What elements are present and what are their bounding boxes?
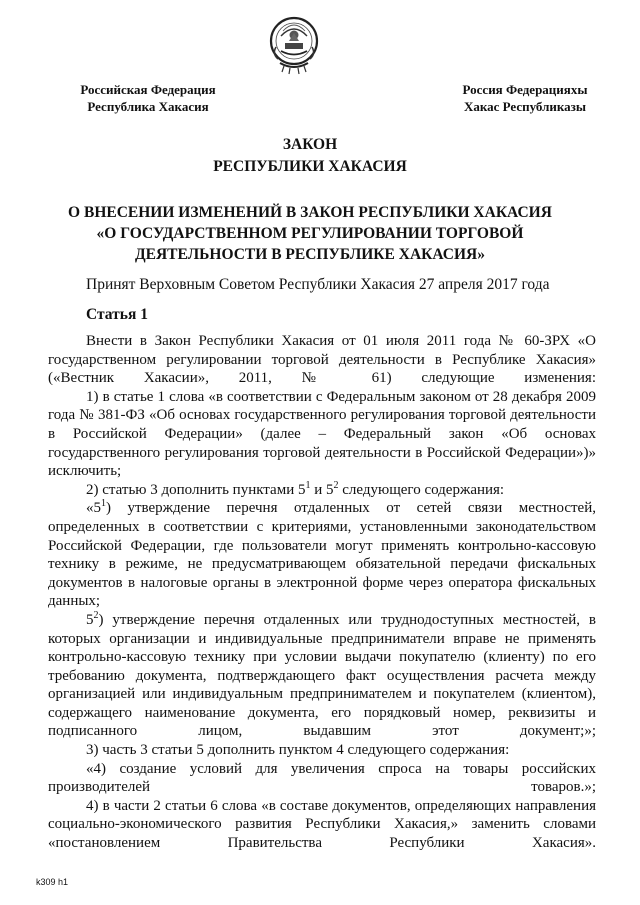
header-right-line-1: Россия Федерацияхы [462,82,588,97]
law-subject-line-3: ДЕЯТЕЛЬНОСТИ В РЕСПУБЛИКЕ ХАКАСИЯ» [134,246,486,263]
header-left-line-1: Российская Федерация [80,82,216,97]
law-title-line-1: ЗАКОН [282,136,338,153]
article-intro: Внести в Закон Республики Хакасия от 01 июля 2011 года № 60-ЗРХ «О государственном регулировании торговой деятельности в Республике Хакасия» («Вестник Хакасии», 2011, № 61) следующие изменения: [48,333,596,387]
law-title-line-2: РЕСПУБЛИКИ ХАКАСИЯ [213,158,407,175]
article-item-1: 1) в статье 1 слова «в соответствии с Федеральным законом от 28 декабря 2009 года № 381-ФЗ «Об основах государственного регулирования торговой деятельности в Российской Федерации» (далее – Федеральный закон «Об основах государственного регулирования торговой деятельности в Российской Федерации»)» исключить; [48,388,596,480]
item2-mid: и 5 [310,481,334,498]
article-item-2 [48,481,596,500]
law-subject-line-1: О ВНЕСЕНИИ ИЗМЕНЕНИЙ В ЗАКОН РЕСПУБЛИКИ ХАКАСИЯ [68,204,552,221]
law-title [0,134,620,178]
law-subject-line-2: «О ГОСУДАРСТВЕННОМ РЕГУЛИРОВАНИИ ТОРГОВОЙ [96,225,524,242]
item2-sup-1: 1 [305,479,311,491]
point-5-2-pre: 5 [86,611,94,628]
point-5-1-pre: «5 [86,500,101,517]
header-left-line-2: Республика Хакасия [87,99,209,114]
item2-post: следующего содержания: [338,481,505,498]
item2-pre: 2) статью 3 дополнить пунктами 5 [86,481,306,498]
article-item-3: 3) часть 3 статьи 5 дополнить пунктом 4 следующего содержания: [86,742,510,759]
point-5-1-sup: 1 [101,498,106,510]
item2-sup-2: 2 [333,479,339,491]
adoption-note: Принят Верховным Советом Республики Хакасия 27 апреля 2017 года [86,276,550,293]
point-5-2 [48,611,596,741]
header-right-line-2: Хакас Республиказы [463,99,587,114]
point-4-text: «4) создание условий для увеличения спроса на товары российских производителей товаров.»; [48,760,596,796]
coat-of-arms-emblem [268,14,320,76]
header-left-block [48,81,248,115]
article-heading: Статья 1 [86,306,148,323]
law-subject [30,202,590,265]
point-5-1-text: ) утверждение перечня отдаленных от сетей связи местностей, определенных в соответствии с критериями, установленными законодательством Российской Федерации, где пользователи могут применять контрольно-кассовую технику в режиме, не предусматривающем обязательной передачи фискальных документов в налоговые органы в электронной форме через оператора фискальных данных; [48,500,596,610]
point-5-1 [48,499,596,611]
point-5-2-text: ) утверждение перечня отдаленных или труднодоступных местностей, в которых организации и индивидуальные предприниматели вправе не применять контрольно-кассовую технику при условии выдачи покупателю (клиенту) по его требованию документа, подтверждающего факт осуществления расчета между организацией или индивидуальным предпринимателем и покупателем (клиентом), содержащего наименование документа, его порядковый номер, реквизиты и подписанного лицом, выдавшим этот документ;»; [48,611,596,740]
article-body [48,332,596,853]
header-right-block [425,81,625,115]
point-5-2-sup: 2 [93,609,99,621]
article-item-4: 4) в части 2 статьи 6 слова «в составе документов, определяющих направления социально-экономического развития Республики Хакасия,» заменить словами «постановлением Правительства Республики Хакасия». [48,797,596,852]
footer-document-code: k309 h1 [36,877,69,887]
